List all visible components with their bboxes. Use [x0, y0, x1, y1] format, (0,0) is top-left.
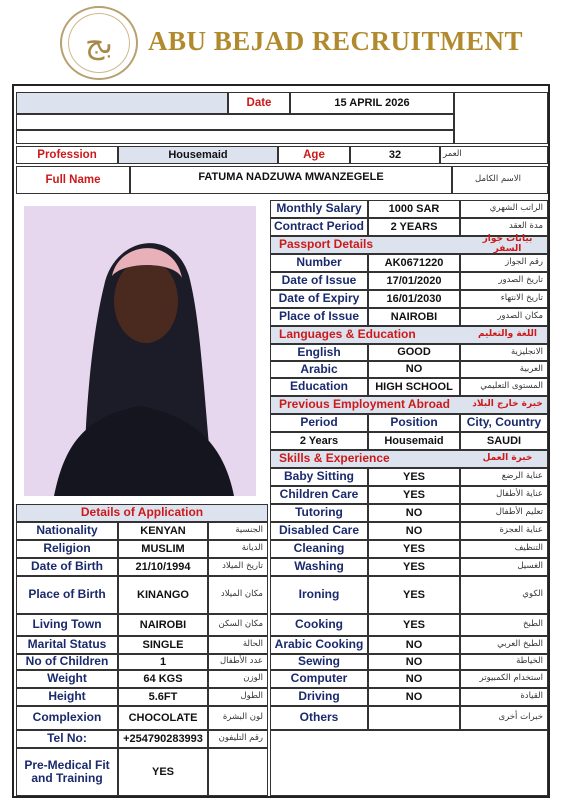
no-of-children-label: No of Children — [16, 654, 118, 670]
marital-status-arabic: الحالة — [208, 636, 268, 654]
skill-computer-value: NO — [368, 670, 460, 688]
tel-no-label: Tel No: — [16, 730, 118, 748]
date-of-expiry-value: 16/01/2030 — [368, 290, 460, 308]
skill-washing-value: YES — [368, 558, 460, 576]
date-of-issue-arabic: تاريخ الصدور — [460, 272, 548, 290]
skill-cleaning-label: Cleaning — [270, 540, 368, 558]
passport-number-value: AK0671220 — [368, 254, 460, 272]
place-of-birth-arabic: مكان الميلاد — [208, 576, 268, 614]
complexion-label: Complexion — [16, 706, 118, 730]
living-town-value: NAIROBI — [118, 614, 208, 636]
passport-number-arabic: رقم الجواز — [460, 254, 548, 272]
previous-employment-cell: SAUDI — [460, 432, 548, 450]
skill-driving-label: Driving — [270, 688, 368, 706]
age-arabic: العمر — [440, 146, 548, 164]
logo-glyph: ﺑﺞ — [68, 13, 130, 73]
date-of-birth-value: 21/10/1994 — [118, 558, 208, 576]
passport-number-label: Number — [270, 254, 368, 272]
skill-cooking-arabic: الطبخ — [460, 614, 548, 636]
place-of-birth-label: Place of Birth — [16, 576, 118, 614]
previous-employment-cell: 2 Years — [270, 432, 368, 450]
complexion-value: CHOCOLATE — [118, 706, 208, 730]
company-title: ABU BEJAD RECRUITMENT — [148, 26, 524, 56]
skill-sewing-arabic: الخياطة — [460, 654, 548, 670]
previous-employment-header: City, Country — [460, 414, 548, 432]
marital-status-value: SINGLE — [118, 636, 208, 654]
skill-others-value — [368, 706, 460, 730]
education-label: Education — [270, 378, 368, 396]
no-of-children-value: 1 — [118, 654, 208, 670]
religion-arabic: الديانة — [208, 540, 268, 558]
monthly-salary-label: Monthly Salary — [270, 200, 368, 218]
height-value: 5.6FT — [118, 688, 208, 706]
living-town-arabic: مكان السكن — [208, 614, 268, 636]
nationality-label: Nationality — [16, 522, 118, 540]
previous-employment-header: Position — [368, 414, 460, 432]
blank-cell — [16, 92, 228, 114]
height-arabic: الطول — [208, 688, 268, 706]
skill-washing-label: Washing — [270, 558, 368, 576]
skill-ironing-value: YES — [368, 576, 460, 614]
monthly-salary-value: 1000 SAR — [368, 200, 460, 218]
blank-cell — [16, 114, 454, 130]
skill-others-label: Others — [270, 706, 368, 730]
skill-driving-value: NO — [368, 688, 460, 706]
arabic-label: Arabic — [270, 361, 368, 378]
previous-employment-header: Period — [270, 414, 368, 432]
pre-medical-label: Pre-Medical Fit and Training — [16, 748, 118, 796]
no-of-children-arabic: عدد الأطفال — [208, 654, 268, 670]
date-of-issue-value: 17/01/2020 — [368, 272, 460, 290]
english-arabic: الانجليزية — [460, 344, 548, 361]
place-of-issue-label: Place of Issue — [270, 308, 368, 326]
skill-arabic-cooking-arabic: الطبخ العربي — [460, 636, 548, 654]
skill-children-care-label: Children Care — [270, 486, 368, 504]
living-town-label: Living Town — [16, 614, 118, 636]
place-of-issue-arabic: مكان الصدور — [460, 308, 548, 326]
date-of-expiry-arabic: تاريخ الانتهاء — [460, 290, 548, 308]
religion-value: MUSLIM — [118, 540, 208, 558]
date-value: 15 APRIL 2026 — [290, 92, 454, 114]
skill-computer-arabic: استخدام الكمبيوتر — [460, 670, 548, 688]
skill-disabled-care-value: NO — [368, 522, 460, 540]
passport-section-arabic: بيانات جواز السفر — [468, 236, 548, 254]
company-logo — [60, 6, 138, 80]
date-of-birth-arabic: تاريخ الميلاد — [208, 558, 268, 576]
skill-children-care-value: YES — [368, 486, 460, 504]
skill-disabled-care-label: Disabled Care — [270, 522, 368, 540]
date-of-issue-label: Date of Issue — [270, 272, 368, 290]
religion-label: Religion — [16, 540, 118, 558]
passport-section-title: Passport Details — [270, 236, 548, 254]
previous-employment-cell: Housemaid — [368, 432, 460, 450]
place-of-birth-value: KINANGO — [118, 576, 208, 614]
height-label: Height — [16, 688, 118, 706]
arabic-value: NO — [368, 361, 460, 378]
blank-cell — [16, 130, 454, 144]
skill-others-arabic: خبرات أخرى — [460, 706, 548, 730]
skill-tutoring-arabic: تعليم الأطفال — [460, 504, 548, 522]
english-label: English — [270, 344, 368, 361]
skill-baby-sitting-value: YES — [368, 468, 460, 486]
skill-disabled-care-arabic: عناية العجزة — [460, 522, 548, 540]
blank-cell — [454, 92, 548, 144]
age-label: Age — [278, 146, 350, 164]
skill-arabic-cooking-label: Arabic Cooking — [270, 636, 368, 654]
contract-period-label: Contract Period — [270, 218, 368, 236]
person-silhouette — [24, 206, 256, 496]
skill-tutoring-value: NO — [368, 504, 460, 522]
age-value: 32 — [350, 146, 440, 164]
skill-washing-arabic: الغسيل — [460, 558, 548, 576]
skill-computer-label: Computer — [270, 670, 368, 688]
weight-value: 64 KGS — [118, 670, 208, 688]
english-value: GOOD — [368, 344, 460, 361]
fullname-arabic: الاسم الكامل — [452, 166, 548, 194]
weight-arabic: الوزن — [208, 670, 268, 688]
candidate-photo — [24, 206, 256, 496]
profession-label: Profession — [16, 146, 118, 164]
fullname-label: Full Name — [16, 166, 130, 194]
contract-period-value: 2 YEARS — [368, 218, 460, 236]
skill-baby-sitting-label: Baby Sitting — [270, 468, 368, 486]
previous-employment-section-arabic: خبرة خارج البلاد — [468, 396, 548, 414]
nationality-value: KENYAN — [118, 522, 208, 540]
skill-children-care-arabic: عناية الأطفال — [460, 486, 548, 504]
blank-cell — [208, 748, 268, 796]
languages-section-title: Languages & Education — [270, 326, 548, 344]
skill-cooking-label: Cooking — [270, 614, 368, 636]
skill-arabic-cooking-value: NO — [368, 636, 460, 654]
skill-baby-sitting-arabic: عناية الرضع — [460, 468, 548, 486]
tel-no-value: +254790283993 — [118, 730, 208, 748]
contract-period-arabic: مدة العقد — [460, 218, 548, 236]
pre-medical-value: YES — [118, 748, 208, 796]
nationality-arabic: الجنسية — [208, 522, 268, 540]
skill-tutoring-label: Tutoring — [270, 504, 368, 522]
skill-cleaning-value: YES — [368, 540, 460, 558]
arabic-arabic: العربية — [460, 361, 548, 378]
education-arabic: المستوى التعليمي — [460, 378, 548, 396]
skills-section-arabic: خبرة العمل — [468, 450, 548, 468]
date-of-birth-label: Date of Birth — [16, 558, 118, 576]
skill-cooking-value: YES — [368, 614, 460, 636]
skill-sewing-label: Sewing — [270, 654, 368, 670]
details-section-title: Details of Application — [16, 504, 268, 522]
profession-value: Housemaid — [118, 146, 278, 164]
blank-cell — [270, 730, 548, 796]
skill-cleaning-arabic: التنظيف — [460, 540, 548, 558]
languages-section-arabic: اللغة والتعليم — [468, 326, 548, 344]
tel-no-arabic: رقم التليفون — [208, 730, 268, 748]
previous-employment-section-title: Previous Employment Abroad — [270, 396, 548, 414]
skill-driving-arabic: القيادة — [460, 688, 548, 706]
skills-section-title: Skills & Experience — [270, 450, 548, 468]
weight-label: Weight — [16, 670, 118, 688]
date-label: Date — [228, 92, 290, 114]
monthly-salary-arabic: الراتب الشهري — [460, 200, 548, 218]
education-value: HIGH SCHOOL — [368, 378, 460, 396]
marital-status-label: Marital Status — [16, 636, 118, 654]
date-of-expiry-label: Date of Expiry — [270, 290, 368, 308]
skill-sewing-value: NO — [368, 654, 460, 670]
skill-ironing-arabic: الكوي — [460, 576, 548, 614]
complexion-arabic: لون البشرة — [208, 706, 268, 730]
skill-ironing-label: Ironing — [270, 576, 368, 614]
place-of-issue-value: NAIROBI — [368, 308, 460, 326]
fullname-value: FATUMA NADZUWA MWANZEGELE — [130, 166, 452, 194]
